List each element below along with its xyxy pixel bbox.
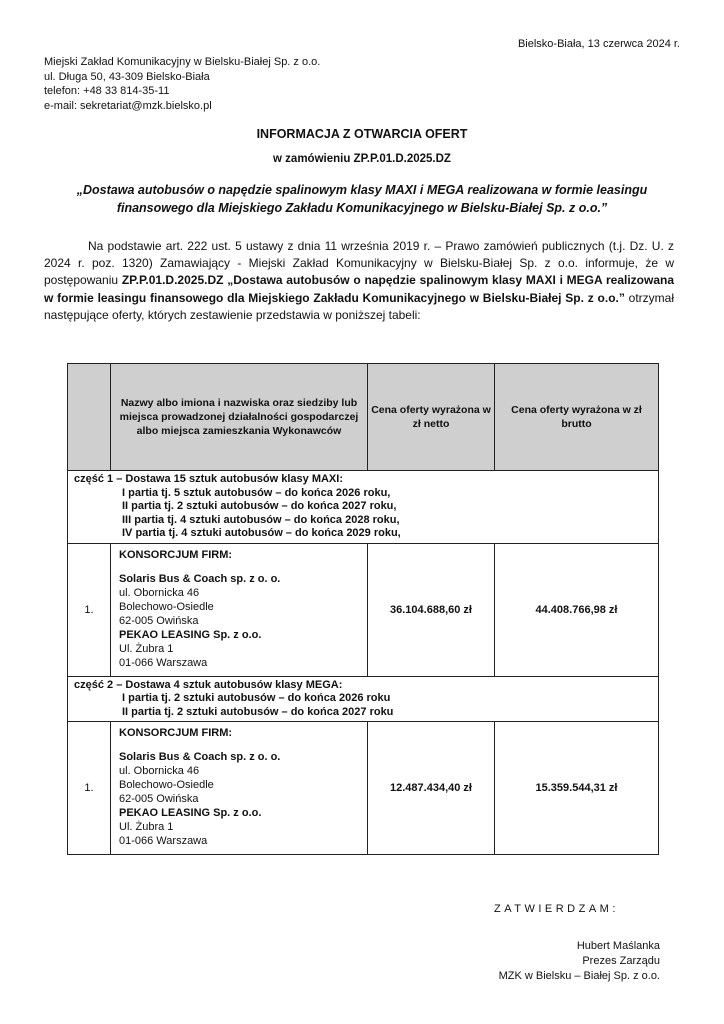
offers-table [67,363,659,855]
document-title: INFORMACJA Z OTWARCIA OFERT [256,127,468,141]
company-street: Ul. Żubra 1 [119,642,174,655]
sender-phone: telefon: +48 33 814-35-11 [44,85,170,97]
net-price: 12.487.434,40 zł [368,722,495,855]
company-postcode: 01-066 Warszawa [119,835,208,847]
header-lp-cell [68,364,111,471]
company-town: Bolechowo-Osiedle [119,600,214,613]
part1-batch: I partia tj. 5 sztuk autobusów – do końca 2026 roku, [122,486,391,499]
sender-block [44,55,320,113]
company-name: PEKAO LEASING Sp. z o.o. [119,807,262,819]
signer-role: Prezes Zarządu [582,955,660,967]
part2-description [68,676,659,722]
part2-batch: II partia tj. 2 sztuki autobusów – do końca 2027 roku [122,705,394,718]
company-name: Solaris Bus & Coach sp. z o. o. [119,572,281,585]
document-date: Bielsko-Biała, 13 czerwca 2024 r. [517,38,680,50]
company-street: ul. Obornicka 46 [119,586,200,599]
part1-batch: IV partia tj. 4 sztuki autobusów – do końca 2029 roku, [122,527,401,539]
offer-number: 1. [68,722,111,855]
table-header-row [68,364,659,471]
table-row [68,543,659,676]
consortium-label: KONSORCJUM FIRM: [119,727,233,739]
intro-text-2: otrzymał następujące oferty, których zestawienie przedstawia w poniższej tabeli: [44,290,674,322]
company-town: Bolechowo-Osiedle [119,779,214,791]
company-postcode: 62-005 Owińska [119,614,199,627]
table-row [68,722,659,855]
contractor-cell [111,543,368,676]
part1-batch: II partia tj. 2 sztuki autobusów – do końca 2027 roku, [122,500,397,512]
part1-description [68,471,659,544]
signer-name: Hubert Maślanka [576,940,660,952]
document-subtitle: w zamówieniu ZP.P.01.D.2025.DZ [273,153,451,165]
part1-title: część 1 – Dostawa 15 sztuk autobusów klasy MAXI: [74,473,343,485]
company-postcode: 01-066 Warszawa [119,656,208,669]
sender-email: e-mail: sekretariat@mzk.bielsko.pl [44,99,212,112]
header-gross-cell: Cena oferty wyrażona w zł brutto [495,364,659,471]
procurement-subject: „Dostawa autobusów o napędzie spalinowym klasy MAXI i MEGA realizowana w formie leasingu finansowego dla Miejskiego Zakładu Komunikacyjnego w Bielsku-Białej Sp. z o.o.” [76,183,648,215]
part2-batch: I partia tj. 2 sztuki autobusów – do końca 2026 roku [122,692,391,704]
intro-text-bold: ZP.P.01.D.2025.DZ „Dostawa autobusów o napędzie spalinowym klasy MAXI i MEGA realizowana w formie leasingu finansowego dla Miejskiego Zakładu Komunikacyjnego w Bielsku-Białej Sp. z o.o.” [44,273,675,305]
company-name: PEKAO LEASING Sp. z o.o. [119,628,262,641]
company-street: ul. Obornicka 46 [119,765,200,777]
company-postcode: 62-005 Owińska [119,793,199,805]
header-net-cell: Cena oferty wyrażona w zł netto [368,364,495,471]
approval-label: ZATWIERDZAM: [494,903,619,915]
sender-address: ul. Długa 50, 43-309 Bielsko-Biała [44,70,210,83]
part2-title: część 2 – Dostawa 4 sztuk autobusów klasy MEGA: [74,678,343,691]
gross-price: 44.408.766,98 zł [495,543,659,676]
signer-organization: MZK w Bielsku – Białej Sp. z o.o. [498,970,660,982]
sender-name: Miejski Zakład Komunikacyjny w Bielsku-Białej Sp. z o.o. [44,56,321,68]
contractor-cell [111,722,368,855]
part1-batch: III partia tj. 4 sztuki autobusów – do końca 2028 roku, [122,513,400,526]
net-price: 36.104.688,60 zł [368,543,495,676]
intro-paragraph [44,238,674,324]
company-street: Ul. Żubra 1 [119,821,174,833]
intro-text-1: Na podstawie art. 222 ust. 5 ustawy z dnia 11 września 2019 r. – Prawo zamówień publicznych (t.j. Dz. U. z 2024 r. poz. 1320) Zamawiający - Miejski Zakład Komunikacyjny w Bielsku-Białej Sp. z o.o. informuje, że w postępowaniu [44,239,674,288]
company-name: Solaris Bus & Coach sp. z o. o. [119,751,281,763]
header-name-cell: Nazwy albo imiona i nazwiska oraz siedziby lub miejsca prowadzonej działalności gospodarczej albo miejsca zamieszkania Wykonawców [111,364,368,471]
part1-row [68,471,659,544]
gross-price: 15.359.544,31 zł [495,722,659,855]
signature-block [460,939,660,984]
consortium-label: KONSORCJUM FIRM: [119,548,233,561]
offer-number: 1. [68,543,111,676]
part2-row [68,676,659,722]
